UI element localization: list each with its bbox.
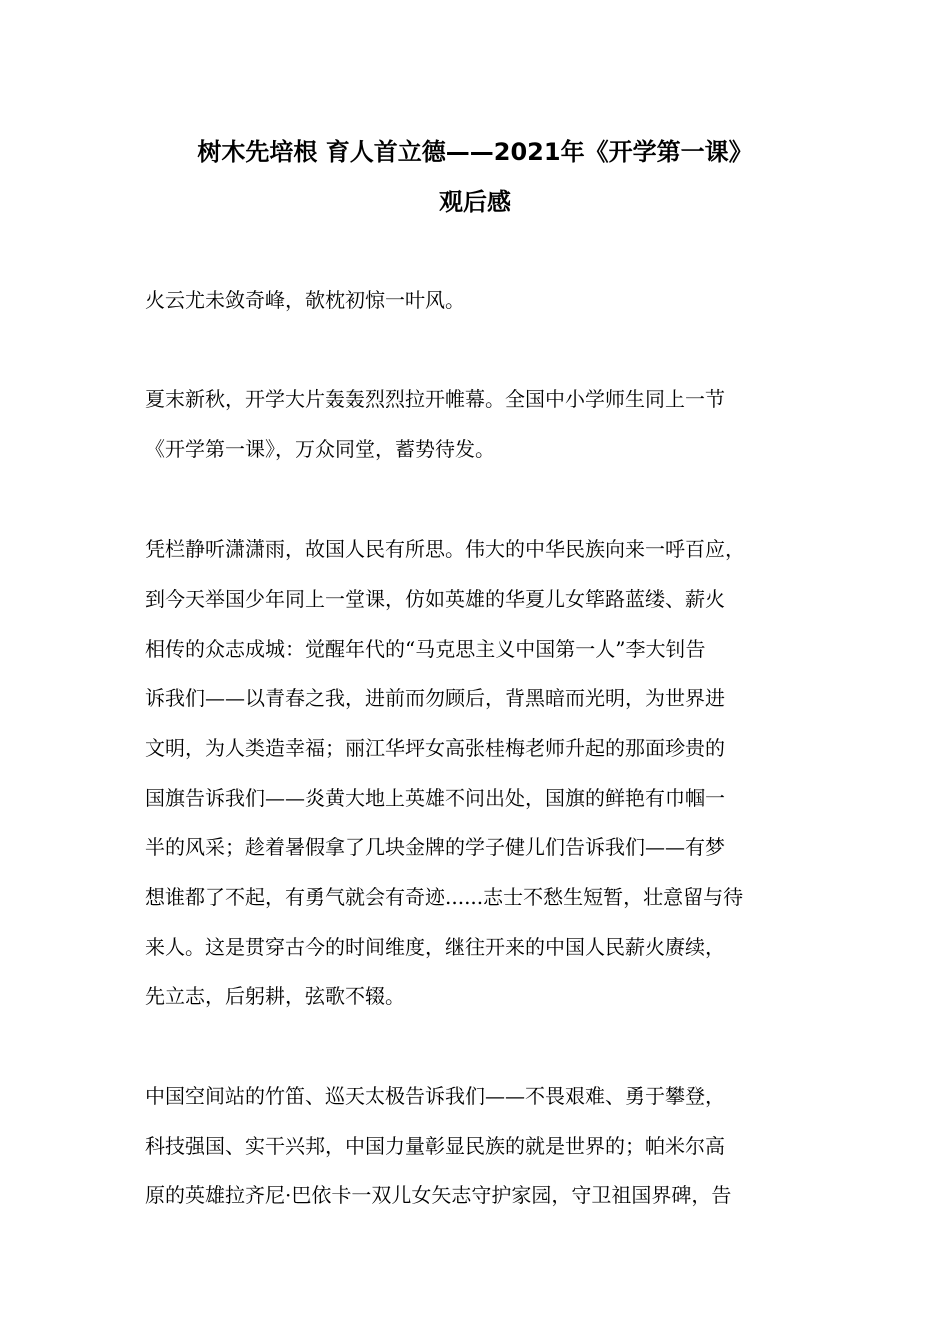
paragraph-line: 国旗告诉我们——炎黄大地上英雄不问出处，国旗的鲜艳有巾帼一 <box>145 786 725 810</box>
paragraph-line: 中国空间站的竹笛、巡天太极告诉我们——不畏艰难、勇于攀登， <box>145 1084 725 1108</box>
paragraph-line: 半的风采；趁着暑假拿了几块金牌的学子健儿们告诉我们——有梦 <box>145 835 725 859</box>
paragraph-line: 想谁都了不起，有勇气就会有奇迹......志士不愁生短暂，壮意留与待 <box>145 885 744 909</box>
paragraph-line: 诉我们——以青春之我，进前而勿顾后，背黑暗而光明，为世界进 <box>145 686 725 710</box>
document-title-line-1: 树木先培根 育人首立德——2021年《开学第一课》 <box>197 138 753 166</box>
paragraph-line: 先立志，后躬耕，弦歌不辍。 <box>145 984 405 1008</box>
paragraph-line: 相传的众志成城：觉醒年代的“马克思主义中国第一人”李大钊告 <box>145 637 706 661</box>
document-title-line-2: 观后感 <box>439 188 511 216</box>
paragraph-line: 《开学第一课》，万众同堂，蓄势待发。 <box>145 437 495 461</box>
paragraph-line: 夏末新秋，开学大片轰轰烈烈拉开帷幕。全国中小学师生同上一节 <box>145 387 725 411</box>
paragraph-line: 来人。这是贯穿古今的时间维度，继往开来的中国人民薪火赓续， <box>145 935 725 959</box>
paragraph-line: 到今天举国少年同上一堂课，仿如英雄的华夏儿女筚路蓝缕、薪火 <box>145 587 725 611</box>
paragraph-line: 文明，为人类造幸福；丽江华坪女高张桂梅老师升起的那面珍贵的 <box>145 736 725 760</box>
paragraph-line: 凭栏静听潇潇雨，故国人民有所思。伟大的中华民族向来一呼百应， <box>145 537 745 561</box>
paragraph-line: 科技强国、实干兴邦，中国力量彰显民族的就是世界的；帕米尔高 <box>145 1134 725 1158</box>
paragraph-line: 原的英雄拉齐尼·巴依卡一双儿女矢志守护家园，守卫祖国界碑，告 <box>145 1183 732 1207</box>
paragraph-line: 火云尤未敛奇峰，欹枕初惊一叶风。 <box>145 288 465 312</box>
